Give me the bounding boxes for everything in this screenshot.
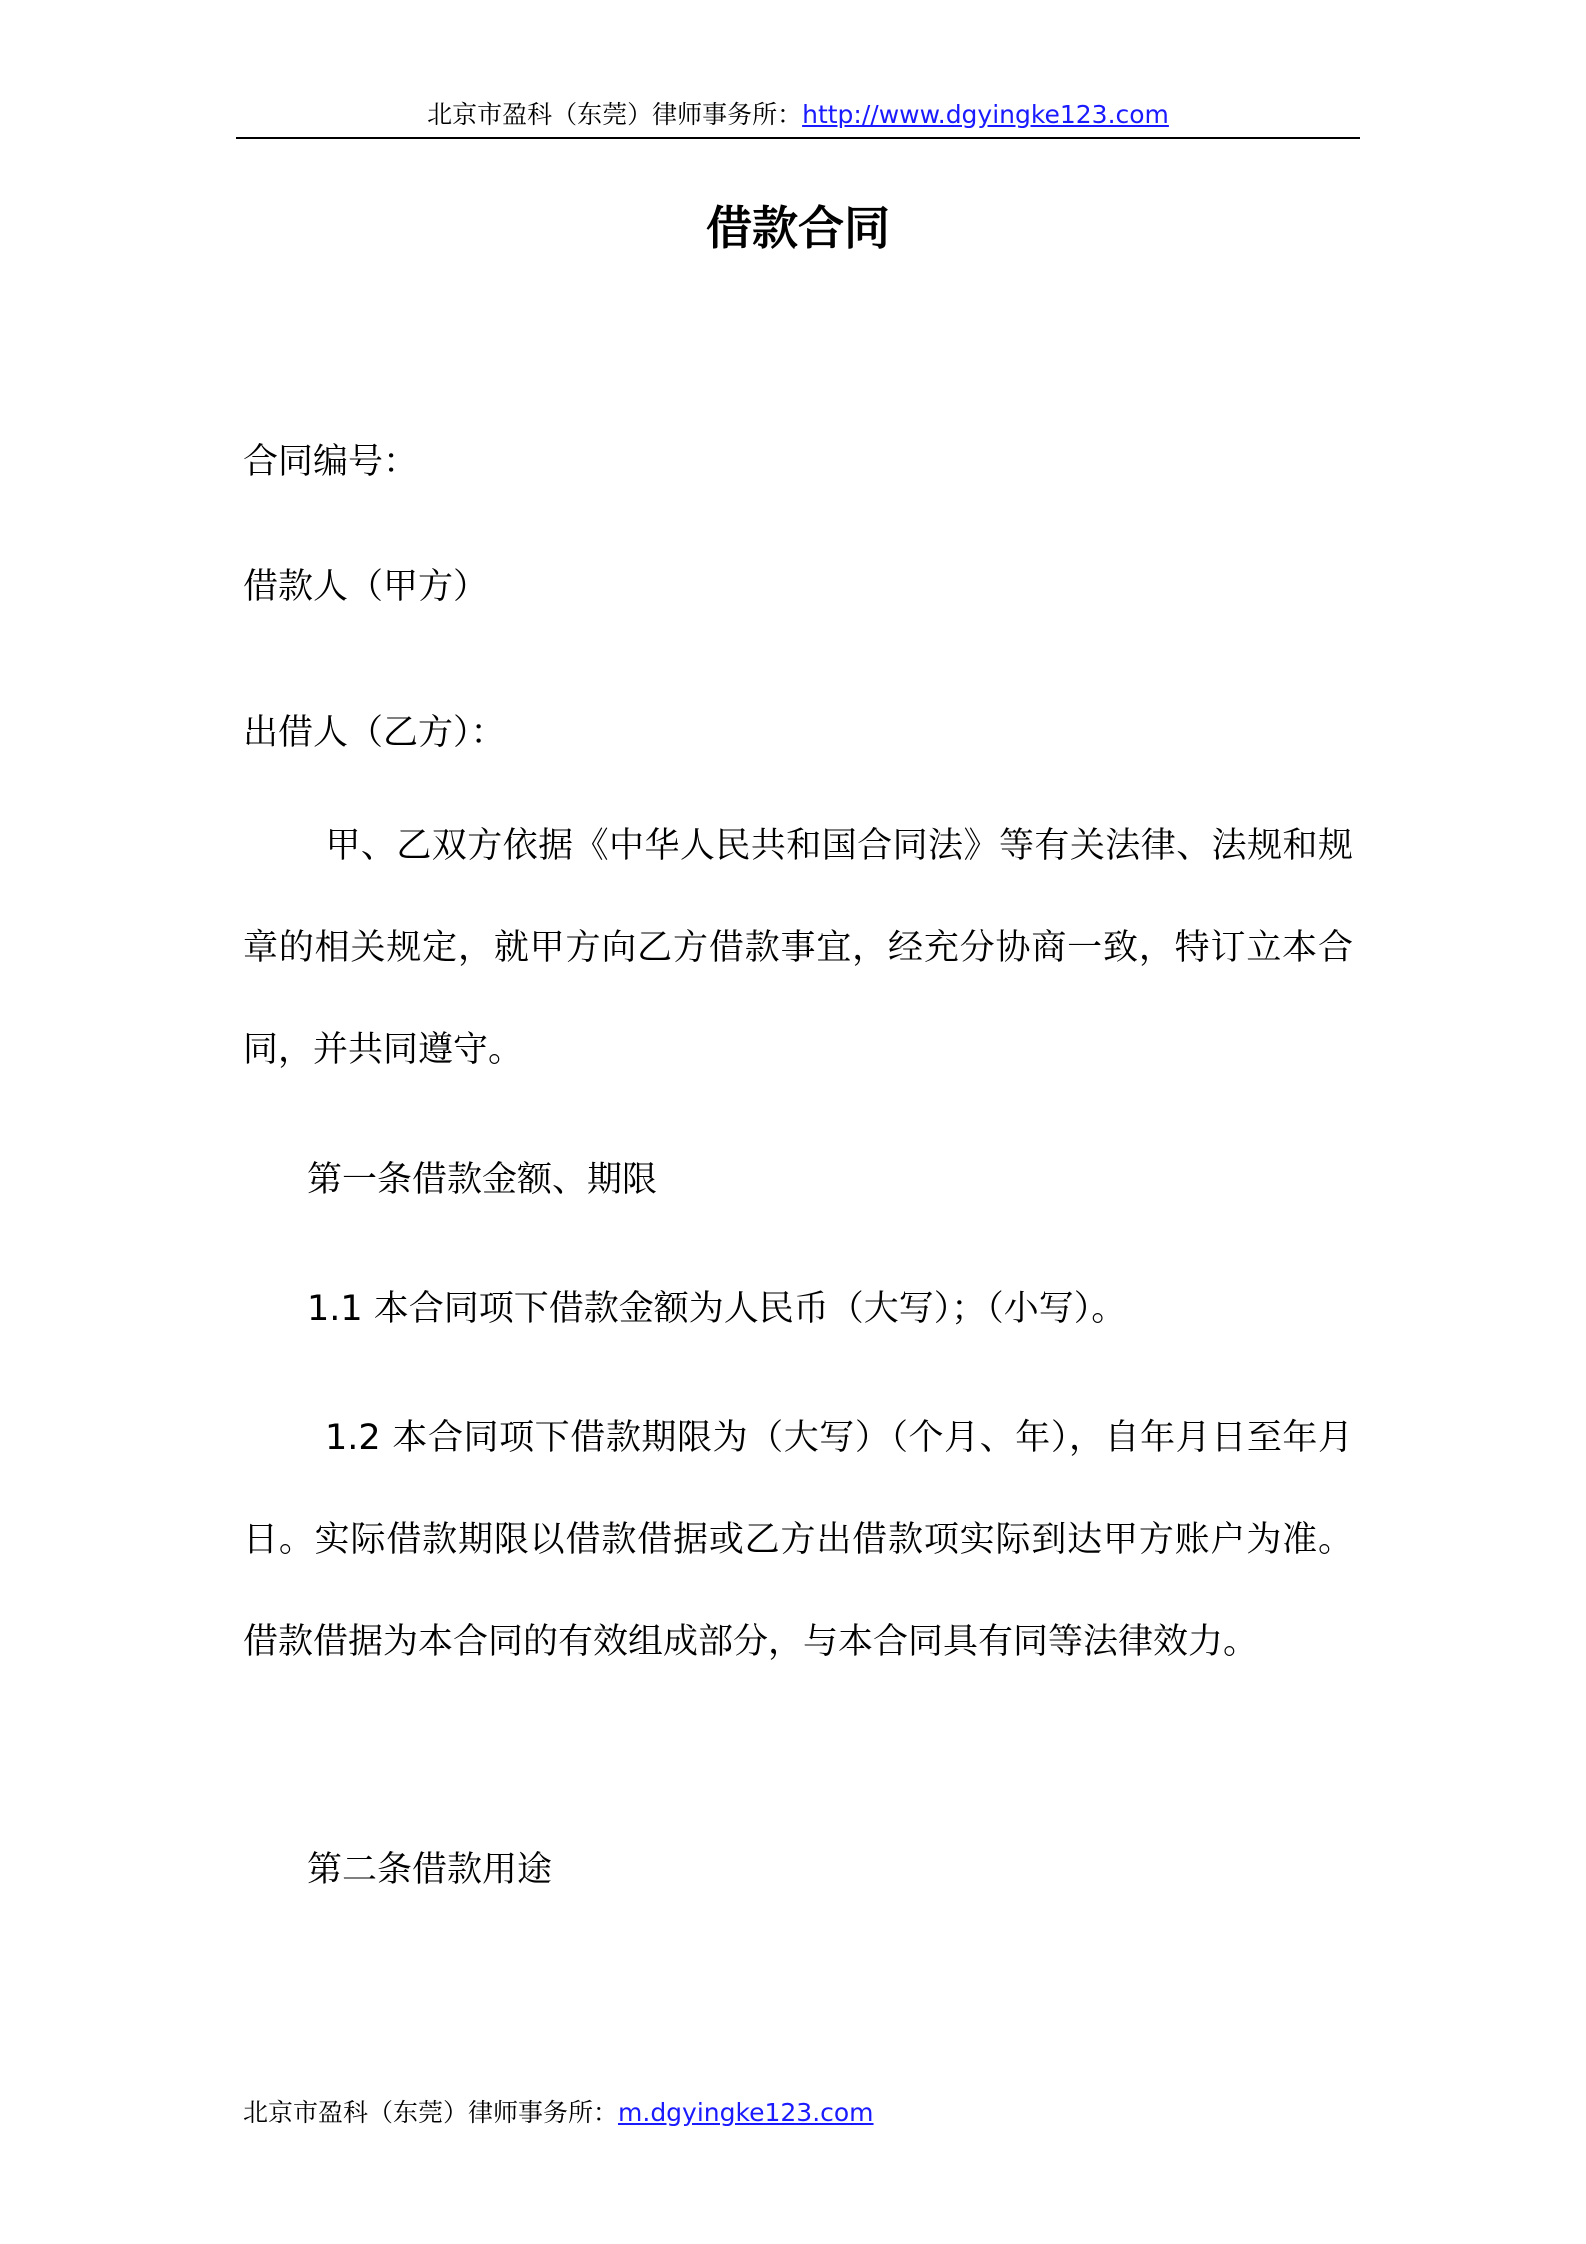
contract-number-label: 合同编号： xyxy=(243,442,419,482)
clause-1-2-paragraph xyxy=(243,1387,1353,1693)
preamble-paragraph xyxy=(243,795,1353,1101)
header-divider xyxy=(236,137,1360,139)
clause-1-2-text: 1.2 本合同项下借款期限为（大写）（个月、年），自年月日至年月日。实际借款期限以借款借据或乙方出借款项实际到达甲方账户为准。借款借据为本合同的有效组成部分，与本合同具有同等法律效力。 xyxy=(243,1418,1353,1662)
document-title: 借款合同 xyxy=(706,201,890,255)
borrower-label: 借款人（甲方） xyxy=(243,567,489,607)
lender-label: 出借人（乙方）： xyxy=(243,713,506,753)
article-1-heading: 第一条借款金额、期限 xyxy=(307,1160,658,1200)
header-website-link[interactable]: http://www.dgyingke123.com xyxy=(802,100,1169,129)
footer-firm-name: 北京市盈科（东莞）律师事务所： xyxy=(243,2098,619,2127)
page-header xyxy=(236,98,1360,132)
header-firm-name: 北京市盈科（东莞）律师事务所： xyxy=(427,100,803,129)
clause-1-1: 1.1 本合同项下借款金额为人民币（大写）；（小写）。 xyxy=(307,1289,1127,1329)
page-footer xyxy=(243,2096,874,2130)
preamble-text: 甲、乙双方依据《中华人民共和国合同法》等有关法律、法规和规章的相关规定，就甲方向乙方借款事宜，经充分协商一致，特订立本合同，并共同遵守。 xyxy=(243,826,1353,1070)
footer-website-link[interactable]: m.dgyingke123.com xyxy=(618,2098,874,2127)
article-2-heading: 第二条借款用途 xyxy=(307,1850,553,1890)
